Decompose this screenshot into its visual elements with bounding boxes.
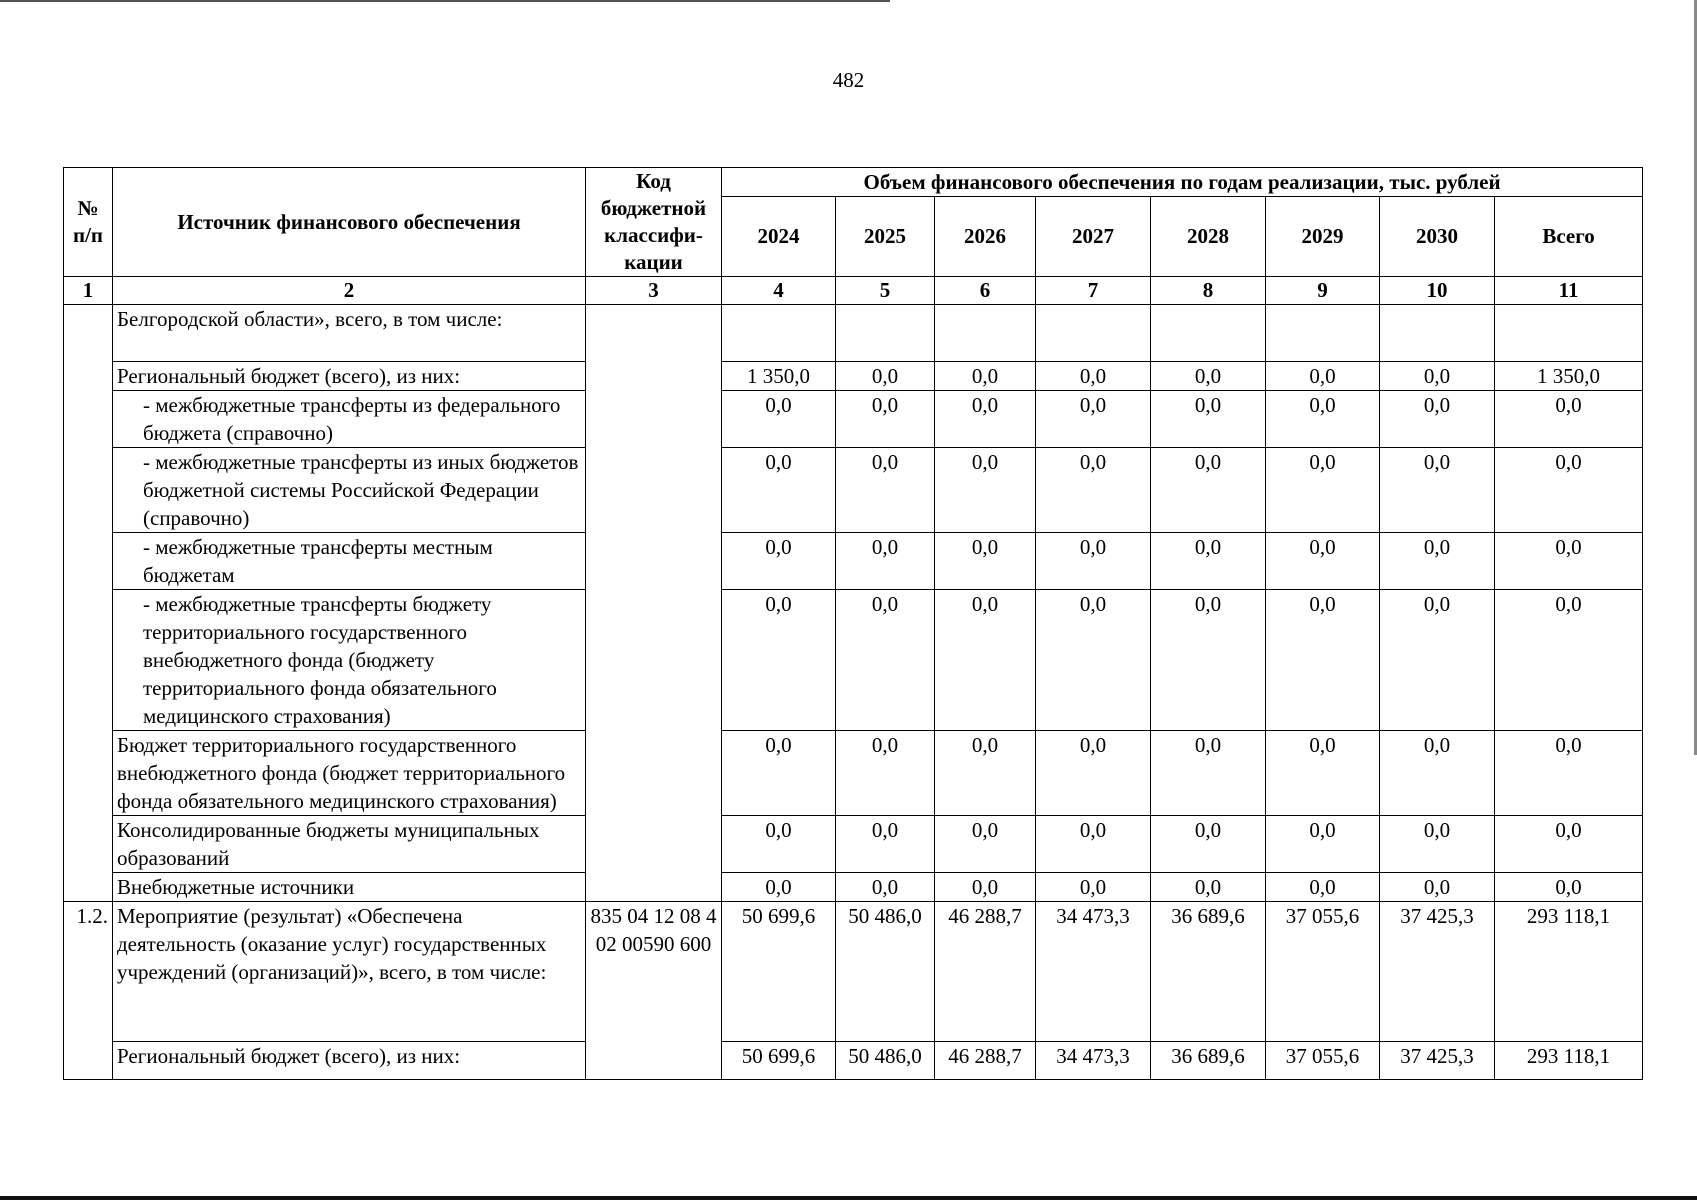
col-number: 1 bbox=[64, 277, 113, 305]
col-number: 9 bbox=[1266, 277, 1380, 305]
value-cell: 0,0 bbox=[722, 816, 836, 873]
code-cell: 835 04 12 08 4 02 00590 600 bbox=[586, 902, 722, 1080]
source-cell: - межбюджетные трансферты бюджету территориального государственного внебюджетного фонда (бюджету территориального фонда обязательного медицинского страхования) bbox=[113, 590, 586, 731]
value-cell: 0,0 bbox=[722, 533, 836, 590]
value-cell: 50 699,6 bbox=[722, 1042, 836, 1080]
value-cell: 0,0 bbox=[1266, 448, 1380, 533]
value-cell: 0,0 bbox=[1036, 731, 1151, 816]
value-cell: 34 473,3 bbox=[1036, 902, 1151, 1042]
value-cell bbox=[722, 305, 836, 362]
value-cell: 0,0 bbox=[1495, 590, 1643, 731]
financing-table bbox=[63, 167, 1643, 1080]
table-row bbox=[64, 1042, 1643, 1080]
header-year: 2029 bbox=[1266, 197, 1380, 277]
value-cell: 46 288,7 bbox=[935, 1042, 1036, 1080]
value-cell: 0,0 bbox=[1266, 391, 1380, 448]
value-cell: 36 689,6 bbox=[1151, 902, 1266, 1042]
value-cell: 0,0 bbox=[1266, 731, 1380, 816]
value-cell: 0,0 bbox=[935, 533, 1036, 590]
table-row bbox=[64, 362, 1643, 391]
value-cell: 0,0 bbox=[1151, 590, 1266, 731]
col-number: 8 bbox=[1151, 277, 1266, 305]
value-cell: 0,0 bbox=[935, 448, 1036, 533]
table-row bbox=[64, 305, 1643, 362]
value-cell: 50 699,6 bbox=[722, 902, 836, 1042]
header-year: 2024 bbox=[722, 197, 836, 277]
header-total: Всего bbox=[1495, 197, 1643, 277]
value-cell: 37 055,6 bbox=[1266, 902, 1380, 1042]
value-cell: 0,0 bbox=[935, 731, 1036, 816]
value-cell: 0,0 bbox=[1151, 391, 1266, 448]
value-cell: 293 118,1 bbox=[1495, 902, 1643, 1042]
value-cell: 0,0 bbox=[935, 816, 1036, 873]
source-cell: Региональный бюджет (всего), из них: bbox=[113, 1042, 586, 1080]
col-number: 10 bbox=[1380, 277, 1495, 305]
value-cell: 0,0 bbox=[722, 731, 836, 816]
source-cell: Мероприятие (результат) «Обеспечена деятельность (оказание услуг) государственных учреждений (организаций)», всего, в том числе: bbox=[113, 902, 586, 1042]
page-number: 482 bbox=[832, 68, 865, 92]
value-cell: 0,0 bbox=[1266, 590, 1380, 731]
value-cell: 0,0 bbox=[1380, 391, 1495, 448]
table-row bbox=[64, 590, 1643, 731]
source-cell: Белгородской области», всего, в том числе: bbox=[113, 305, 586, 362]
value-cell: 0,0 bbox=[1380, 448, 1495, 533]
table-row bbox=[64, 533, 1643, 590]
value-cell: 0,0 bbox=[1266, 873, 1380, 902]
col-number: 6 bbox=[935, 277, 1036, 305]
value-cell bbox=[1380, 305, 1495, 362]
value-cell: 0,0 bbox=[836, 448, 935, 533]
value-cell: 0,0 bbox=[1380, 816, 1495, 873]
source-cell: - межбюджетные трансферты местным бюджетам bbox=[113, 533, 586, 590]
header-source: Источник финансового обеспечения bbox=[113, 168, 586, 277]
value-cell: 0,0 bbox=[1380, 362, 1495, 391]
code-cell bbox=[586, 305, 722, 902]
header-num: № п/п bbox=[64, 168, 113, 277]
value-cell: 50 486,0 bbox=[836, 902, 935, 1042]
scan-edge-bottom bbox=[0, 1196, 1697, 1200]
value-cell: 0,0 bbox=[1036, 362, 1151, 391]
column-number-row bbox=[64, 277, 1643, 305]
value-cell bbox=[836, 305, 935, 362]
value-cell: 0,0 bbox=[1036, 590, 1151, 731]
value-cell: 0,0 bbox=[1380, 533, 1495, 590]
source-cell: Внебюджетные источники bbox=[113, 873, 586, 902]
header-row-top bbox=[64, 168, 1643, 197]
header-code: Код бюджетной классифи-кации bbox=[586, 168, 722, 277]
table-row bbox=[64, 731, 1643, 816]
col-number: 4 bbox=[722, 277, 836, 305]
header-year: 2028 bbox=[1151, 197, 1266, 277]
value-cell: 36 689,6 bbox=[1151, 1042, 1266, 1080]
value-cell: 0,0 bbox=[1266, 816, 1380, 873]
row-number: 1.2. bbox=[64, 902, 113, 1080]
table-row bbox=[64, 448, 1643, 533]
value-cell: 0,0 bbox=[1380, 731, 1495, 816]
header-year: 2030 bbox=[1380, 197, 1495, 277]
source-cell: - межбюджетные трансферты из федерального бюджета (справочно) bbox=[113, 391, 586, 448]
value-cell: 0,0 bbox=[1151, 731, 1266, 816]
value-cell: 0,0 bbox=[1495, 731, 1643, 816]
value-cell: 0,0 bbox=[1036, 533, 1151, 590]
value-cell: 0,0 bbox=[1380, 873, 1495, 902]
source-cell: Консолидированные бюджеты муниципальных образований bbox=[113, 816, 586, 873]
value-cell: 0,0 bbox=[836, 873, 935, 902]
value-cell: 34 473,3 bbox=[1036, 1042, 1151, 1080]
value-cell: 0,0 bbox=[836, 362, 935, 391]
header-year: 2026 bbox=[935, 197, 1036, 277]
value-cell: 0,0 bbox=[1495, 533, 1643, 590]
value-cell: 0,0 bbox=[722, 391, 836, 448]
value-cell: 37 425,3 bbox=[1380, 902, 1495, 1042]
value-cell: 0,0 bbox=[935, 391, 1036, 448]
col-number: 2 bbox=[113, 277, 586, 305]
value-cell: 0,0 bbox=[1151, 533, 1266, 590]
value-cell: 0,0 bbox=[1151, 448, 1266, 533]
col-number: 3 bbox=[586, 277, 722, 305]
value-cell: 0,0 bbox=[1151, 362, 1266, 391]
table-row bbox=[64, 873, 1643, 902]
value-cell bbox=[1036, 305, 1151, 362]
header-year: 2025 bbox=[836, 197, 935, 277]
value-cell: 50 486,0 bbox=[836, 1042, 935, 1080]
value-cell: 0,0 bbox=[1495, 816, 1643, 873]
value-cell: 37 425,3 bbox=[1380, 1042, 1495, 1080]
value-cell: 0,0 bbox=[1495, 391, 1643, 448]
col-number: 5 bbox=[836, 277, 935, 305]
source-cell: - межбюджетные трансферты из иных бюджетов бюджетной системы Российской Федерации (справочно) bbox=[113, 448, 586, 533]
value-cell bbox=[1495, 305, 1643, 362]
value-cell: 0,0 bbox=[1036, 391, 1151, 448]
value-cell: 0,0 bbox=[1380, 590, 1495, 731]
value-cell: 0,0 bbox=[935, 590, 1036, 731]
col-number: 11 bbox=[1495, 277, 1643, 305]
row-number bbox=[64, 305, 113, 902]
value-cell: 0,0 bbox=[1036, 448, 1151, 533]
table-row bbox=[64, 391, 1643, 448]
value-cell bbox=[1151, 305, 1266, 362]
value-cell: 0,0 bbox=[1151, 873, 1266, 902]
value-cell: 0,0 bbox=[722, 873, 836, 902]
value-cell: 0,0 bbox=[836, 533, 935, 590]
header-volume: Объем финансового обеспечения по годам реализации, тыс. рублей bbox=[722, 168, 1643, 197]
value-cell bbox=[935, 305, 1036, 362]
value-cell: 0,0 bbox=[1266, 362, 1380, 391]
value-cell: 0,0 bbox=[722, 590, 836, 731]
value-cell: 0,0 bbox=[935, 362, 1036, 391]
col-number: 7 bbox=[1036, 277, 1151, 305]
value-cell: 293 118,1 bbox=[1495, 1042, 1643, 1080]
value-cell: 0,0 bbox=[722, 448, 836, 533]
value-cell: 46 288,7 bbox=[935, 902, 1036, 1042]
source-cell: Региональный бюджет (всего), из них: bbox=[113, 362, 586, 391]
value-cell bbox=[1266, 305, 1380, 362]
value-cell: 0,0 bbox=[1495, 873, 1643, 902]
value-cell: 1 350,0 bbox=[1495, 362, 1643, 391]
table-row bbox=[64, 902, 1643, 1042]
value-cell: 0,0 bbox=[1151, 816, 1266, 873]
value-cell: 0,0 bbox=[1495, 448, 1643, 533]
value-cell: 0,0 bbox=[836, 731, 935, 816]
value-cell: 0,0 bbox=[836, 590, 935, 731]
source-cell: Бюджет территориального государственного внебюджетного фонда (бюджет территориального фонда обязательного медицинского страхования) bbox=[113, 731, 586, 816]
value-cell: 0,0 bbox=[1036, 873, 1151, 902]
value-cell: 0,0 bbox=[1036, 816, 1151, 873]
value-cell: 0,0 bbox=[836, 816, 935, 873]
value-cell: 0,0 bbox=[1266, 533, 1380, 590]
value-cell: 1 350,0 bbox=[722, 362, 836, 391]
value-cell: 37 055,6 bbox=[1266, 1042, 1380, 1080]
value-cell: 0,0 bbox=[935, 873, 1036, 902]
header-year: 2027 bbox=[1036, 197, 1151, 277]
value-cell: 0,0 bbox=[836, 391, 935, 448]
table-row bbox=[64, 816, 1643, 873]
scan-edge-top bbox=[0, 0, 890, 2]
